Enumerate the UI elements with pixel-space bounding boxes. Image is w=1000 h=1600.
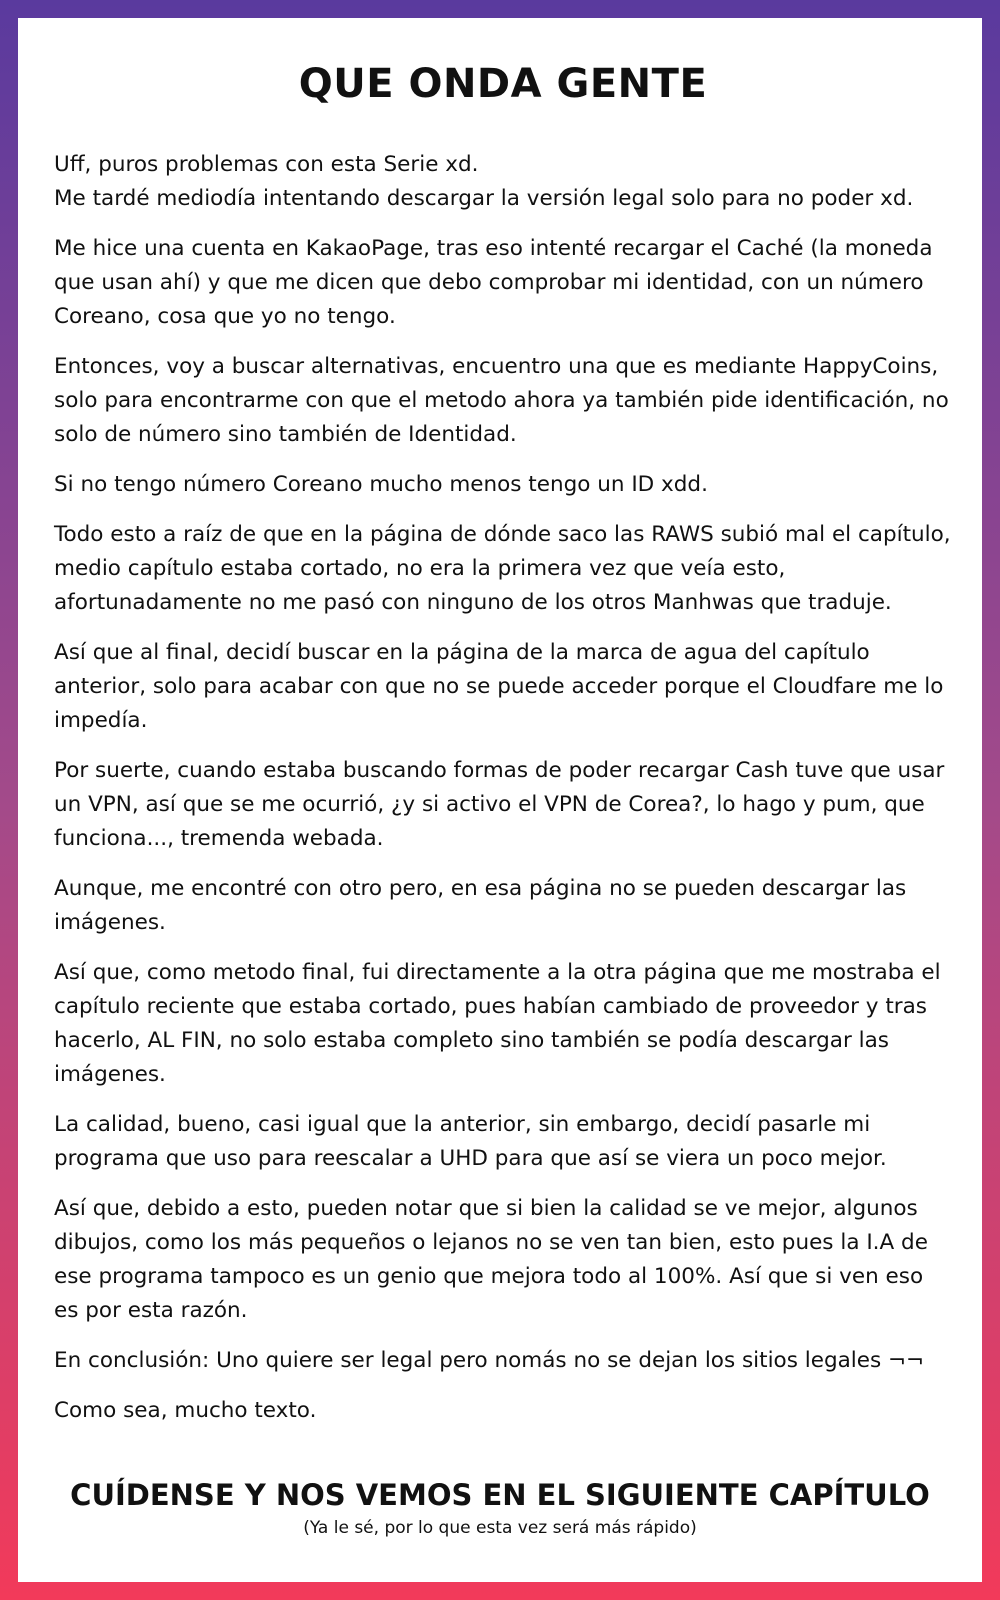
paragraph-line: Entonces, voy a buscar alternativas, encuentro una que es mediante HappyCoins, solo para encontrarme con que el metodo ahora ya también pide identificación, no solo de número sino también de Identidad. [54, 354, 949, 447]
paragraph-line: Me hice una cuenta en KakaoPage, tras eso intenté recargar el Caché (la moneda que usan ahí) y que me dicen que debo comprobar mi identidad, con un número Coreano, cosa que yo no tengo. [54, 236, 933, 329]
paragraph-line: Todo esto a raíz de que en la página de dónde saco las RAWS subió mal el capítulo, medio capítulo estaba cortado, no era la primera vez que veía esto, afortunadamente no me pasó con ninguno de los otros Manhwas que traduje. [54, 522, 951, 615]
paragraph-line: Me tardé mediodía intentando descargar la versión legal solo para no poder xd. [54, 186, 914, 211]
paragraph-13 [54, 1394, 952, 1428]
paragraph-line: Así que, debido a esto, pueden notar que si bien la calidad se ve mejor, algunos dibujos, como los más pequeños o lejanos no se ven tan bien, esto pues la I.A de ese programa tampoco es un genio que mejora todo al 100%. Así que si ven eso es por esta razón. [54, 1196, 928, 1323]
paragraph-2 [54, 232, 952, 334]
paragraph-line: La calidad, bueno, casi igual que la anterior, sin embargo, decidí pasarle mi programa que uso para reescalar a UHD para que así se viera un poco mejor. [54, 1112, 887, 1171]
paragraph-4 [54, 468, 952, 502]
paragraph-12 [54, 1344, 952, 1378]
paragraph-line: Por suerte, cuando estaba buscando formas de poder recargar Cash tuve que usar un VPN, así que se me ocurrió, ¿y si activo el VPN de Corea?, lo hago y pum, que funciona..., tremenda webada. [54, 758, 945, 851]
paragraph-6 [54, 636, 952, 738]
paragraph-line: En conclusión: Uno quiere ser legal pero nomás no se dejan los sitios legales ¬¬ [54, 1348, 925, 1373]
paragraph-5 [54, 518, 952, 620]
message-body [54, 148, 952, 1428]
paragraph-line: Uff, puros problemas con esta Serie xd. [54, 152, 479, 177]
paragraph-line: Así que al final, decidí buscar en la página de la marca de agua del capítulo anterior, solo para acabar con que no se puede acceder porque el Cloudfare me lo impedía. [54, 640, 944, 733]
text-panel [18, 18, 982, 1582]
closing-subtitle: (Ya le sé, por lo que esta vez será más rápido) [303, 1518, 697, 1538]
paragraph-line: Aunque, me encontré con otro pero, en esa página no se pueden descargar las imágenes. [54, 876, 907, 935]
paragraph-9 [54, 956, 952, 1092]
paragraph-10 [54, 1108, 952, 1176]
paragraph-7 [54, 754, 952, 856]
closing-title: CUÍDENSE Y NOS VEMOS EN EL SIGUIENTE CAPÍTULO [70, 1478, 930, 1512]
paragraph-11 [54, 1192, 952, 1328]
paragraph-1 [54, 148, 952, 216]
page-title: QUE ONDA GENTE [298, 61, 708, 107]
paragraph-line: Como sea, mucho texto. [54, 1398, 317, 1423]
paragraph-line: Así que, como metodo final, fui directamente a la otra página que me mostraba el capítulo reciente que estaba cortado, pues habían cambiado de proveedor y tras hacerlo, AL FIN, no solo estaba completo sino también se podía descargar las imágenes. [54, 960, 941, 1087]
paragraph-line: Si no tengo número Coreano mucho menos tengo un ID xdd. [54, 472, 708, 497]
paragraph-3 [54, 350, 952, 452]
closing-section [18, 1476, 982, 1540]
paragraph-8 [54, 872, 952, 940]
